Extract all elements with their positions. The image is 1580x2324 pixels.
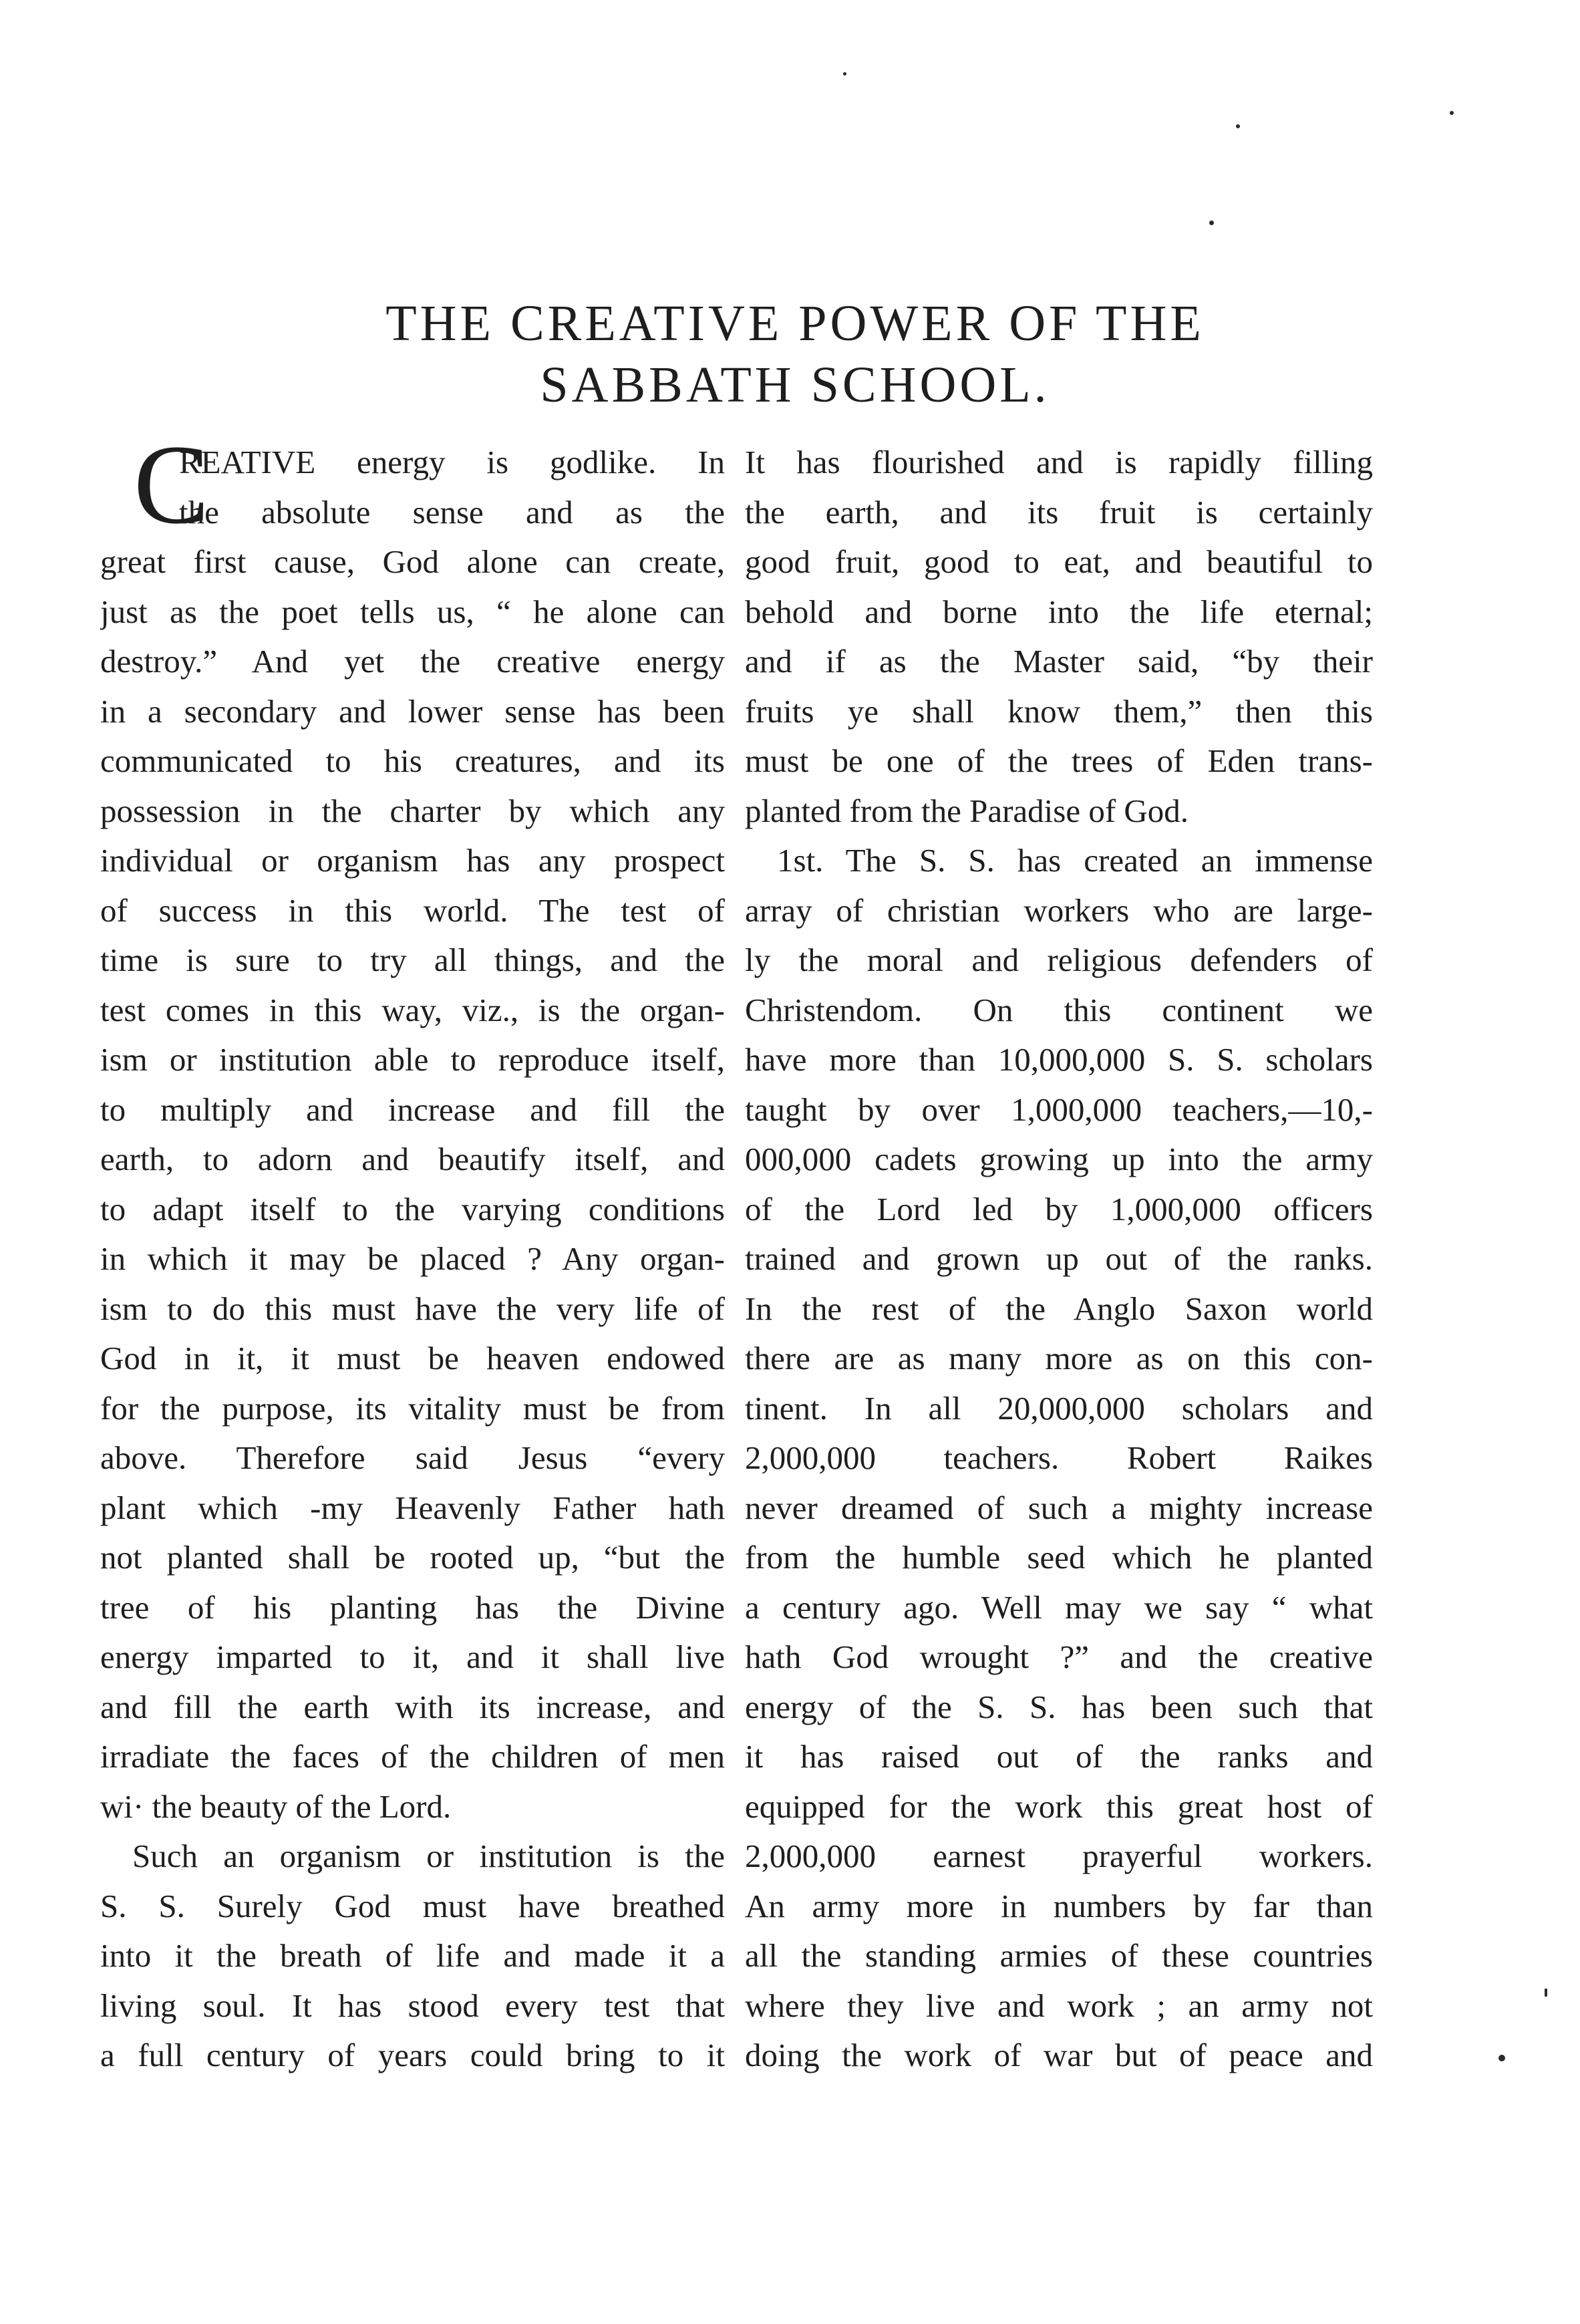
text-line: tinent. In all 20,000,000 scholars and (745, 1389, 1373, 1427)
text-column-right (745, 438, 1373, 2282)
article-title-line-1: THE CREATIVE POWER OF THE (385, 295, 1205, 351)
text-line: for the purpose, its vitality must be from (100, 1389, 725, 1427)
text-line: of the Lord led by 1,000,000 officers (745, 1190, 1373, 1227)
text-column-left (100, 438, 725, 2282)
text-line: fruits ye shall know them,” then this (745, 692, 1373, 730)
ink-speck (1450, 111, 1454, 115)
text-line: to multiply and increase and fill the (100, 1091, 725, 1128)
text-line: wi· the beauty of the Lord. (100, 1787, 452, 1825)
text-line: destroy.” And yet the creative energy (100, 643, 725, 680)
text-line: trained and grown up out of the ranks. (745, 1240, 1373, 1277)
text-line: test comes in this way, viz., is the organ- (100, 991, 725, 1028)
text-line: doing the work of war but of peace and (745, 2037, 1373, 2073)
text-line: behold and borne into the life eternal; (745, 593, 1373, 630)
ink-speck (1209, 221, 1214, 225)
ink-speck (1498, 2055, 1505, 2061)
text-line: hath God wrought ?” and the creative (745, 1638, 1373, 1675)
text-line: REATIVE energy is godlike. In (179, 444, 725, 480)
text-line: the absolute sense and as the (179, 493, 725, 531)
text-line: equipped for the work this great host of (745, 1787, 1373, 1825)
article-title-line-2: SABBATH SCHOOL. (540, 357, 1050, 413)
text-line: communicated to his creatures, and its (100, 742, 725, 779)
text-line: must be one of the trees of Eden trans- (745, 742, 1373, 779)
text-line: in which it may be placed ? Any organ- (100, 1240, 725, 1277)
text-line: ly the moral and religious defenders of (745, 941, 1373, 978)
text-line: from the humble seed which he planted (745, 1539, 1373, 1576)
text-line: irradiate the faces of the children of men (100, 1738, 725, 1775)
text-line: energy imparted to it, and it shall live (100, 1638, 725, 1675)
text-line: and if as the Master said, “by their (745, 643, 1373, 680)
text-line: living soul. It has stood every test that (100, 1987, 725, 2024)
text-line: where they live and work ; an army not (745, 1987, 1373, 2024)
text-line: it has raised out of the ranks and (745, 1738, 1373, 1775)
text-line: in a secondary and lower sense has been (100, 692, 725, 730)
text-line: just as the poet tells us, “ he alone can (100, 593, 725, 630)
text-line: to adapt itself to the varying conditions (100, 1190, 725, 1227)
text-line: time is sure to try all things, and the (100, 941, 725, 978)
text-line: a full century of years could bring to it (100, 2037, 725, 2073)
text-line: above. Therefore said Jesus “every (100, 1439, 725, 1476)
text-line: great first cause, God alone can create, (100, 543, 725, 580)
ink-speck (1545, 1989, 1547, 1997)
text-line: and fill the earth with its increase, and (100, 1688, 725, 1725)
text-line: ism to do this must have the very life of (100, 1290, 725, 1327)
text-line: all the standing armies of these countries (745, 1937, 1373, 1974)
text-line: good fruit, good to eat, and beautiful to (745, 543, 1373, 580)
ink-speck (843, 72, 846, 76)
text-line: 2,000,000 earnest prayerful workers. (745, 1838, 1373, 1874)
text-line: 000,000 cadets growing up into the army (745, 1141, 1373, 1177)
text-line: never dreamed of such a mighty increase (745, 1489, 1373, 1526)
text-line: of success in this world. The test of (100, 891, 725, 929)
text-line: tree of his planting has the Divine (100, 1588, 725, 1626)
text-line: possession in the charter by which any (100, 792, 725, 829)
text-line: array of christian workers who are large- (745, 891, 1373, 929)
text-line: taught by over 1,000,000 teachers,—10,- (745, 1091, 1373, 1128)
text-line: there are as many more as on this con- (745, 1340, 1373, 1376)
text-line: Such an organism or institution is the (132, 1838, 725, 1874)
text-line: the earth, and its fruit is certainly (745, 493, 1373, 531)
text-line: In the rest of the Anglo Saxon world (745, 1290, 1373, 1327)
text-line: plant which -my Heavenly Father hath (100, 1489, 725, 1526)
text-line: energy of the S. S. has been such that (745, 1688, 1373, 1725)
text-line: a century ago. Well may we say “ what (745, 1588, 1373, 1626)
text-line: have more than 10,000,000 S. S. scholars (745, 1041, 1373, 1078)
text-line: into it the breath of life and made it a (100, 1937, 725, 1974)
drop-cap: C (134, 422, 210, 547)
text-line: 1st. The S. S. has created an immense (777, 842, 1373, 879)
text-line: not planted shall be rooted up, “but the (100, 1539, 725, 1576)
text-line: God in it, it must be heaven endowed (100, 1340, 725, 1376)
ink-speck (1236, 124, 1240, 128)
text-line: It has flourished and is rapidly filling (745, 444, 1373, 480)
text-line: earth, to adorn and beautify itself, and (100, 1141, 725, 1177)
text-line: individual or organism has any prospect (100, 842, 725, 879)
text-line: planted from the Paradise of God. (745, 792, 1189, 829)
text-line: ism or institution able to reproduce itself, (100, 1041, 725, 1078)
text-line: 2,000,000 teachers. Robert Raikes (745, 1439, 1373, 1476)
text-line: S. S. Surely God must have breathed (100, 1887, 725, 1924)
text-line: An army more in numbers by far than (745, 1887, 1373, 1924)
text-line: Christendom. On this continent we (745, 991, 1373, 1028)
